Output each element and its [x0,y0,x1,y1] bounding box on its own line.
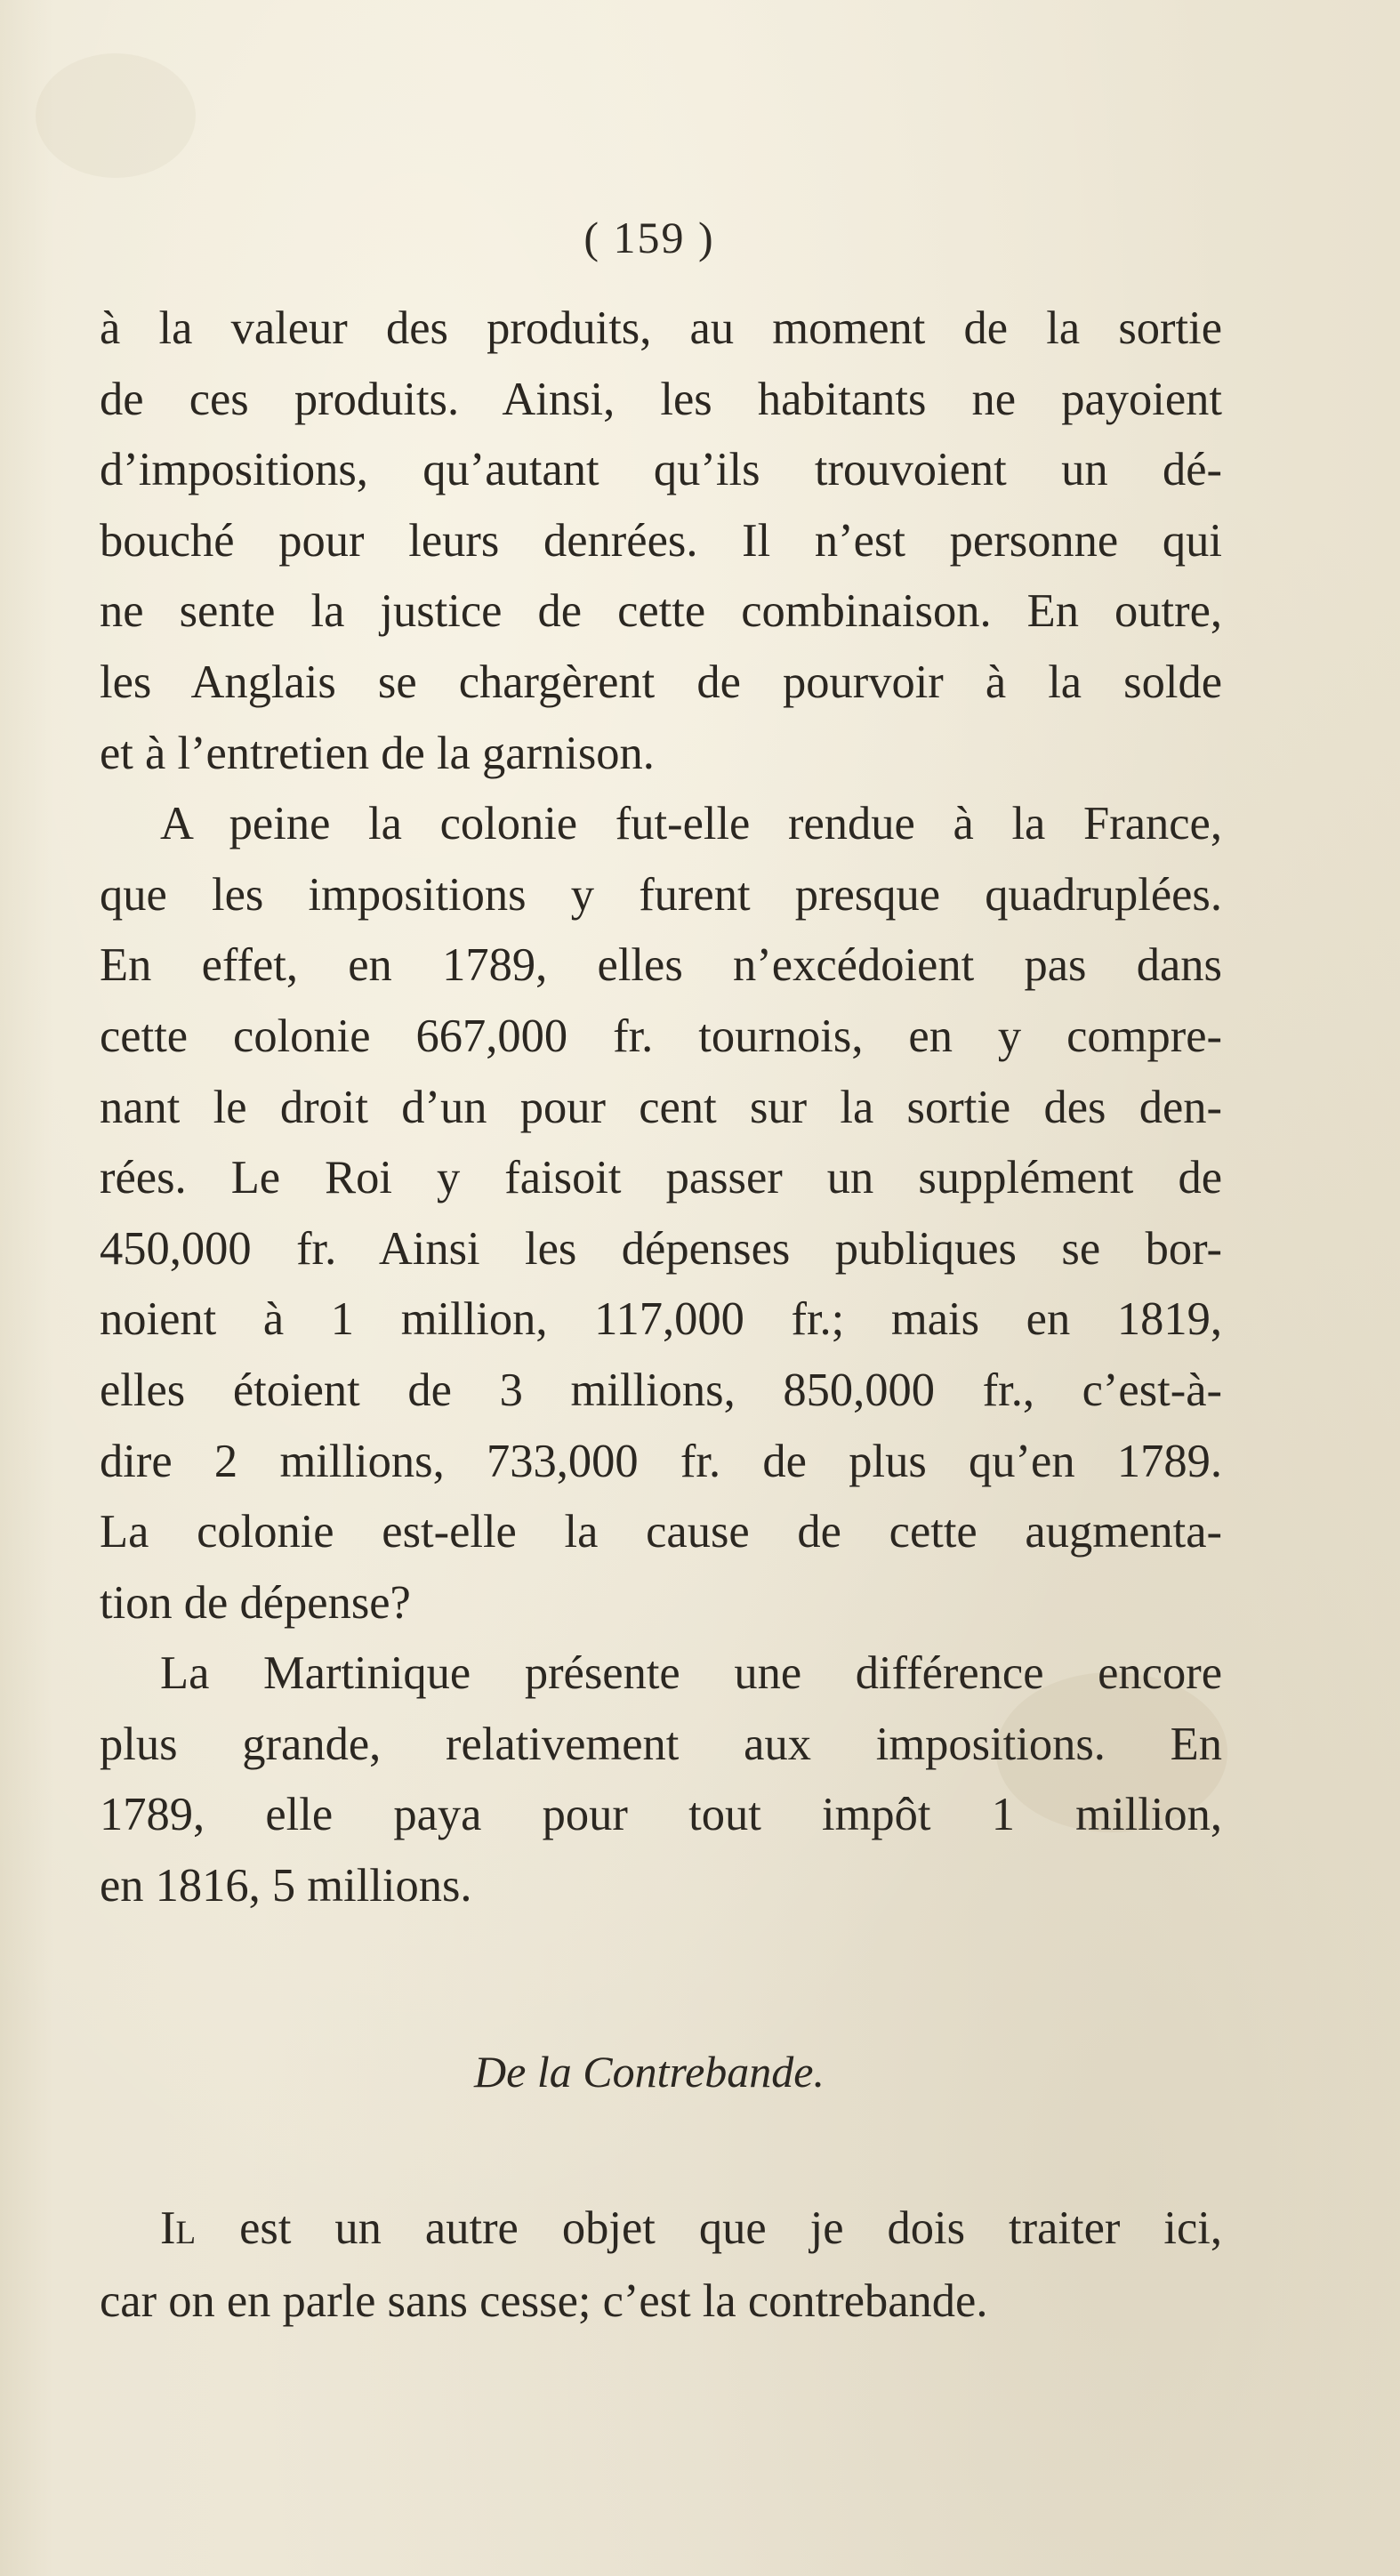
text-line: ne sente la justice de cette combinaison. En outre, [100,585,1222,638]
text-line [100,2192,1222,2265]
text-line: La colonie est-elle la cause de cette augmenta- [100,1506,1222,1558]
text-line: plus grande, relativement aux impositions. En [100,1718,1222,1770]
text-line: bouché pour leurs denrées. Il n’est personne qui [100,514,1222,567]
text-line: que les impositions y furent presque quadruplées. [100,868,1222,921]
body-text [100,294,1222,1922]
page-number: ( 159 ) [583,213,715,262]
text-line: tion de dépense? [100,1576,411,1629]
text-line: noient à 1 million, 117,000 fr.; mais en 1819, [100,1293,1222,1346]
text-run: est un autre objet que je dois traiter ici, [196,2202,1222,2254]
text-line: de ces produits. Ainsi, les habitants ne payoient [100,373,1222,425]
text-line: La Martinique présente une différence encore [160,1647,1222,1700]
text-line: En effet, en 1789, elles n’excédoient pas dans [100,939,1222,992]
text-line: à la valeur des produits, au moment de la sortie [100,302,1222,354]
text-line: car on en parle sans cesse; c’est la contrebande. [100,2275,988,2327]
text-line: et à l’entretien de la garnison. [100,727,655,779]
text-line: 450,000 fr. Ainsi les dépenses publiques se bor- [100,1222,1222,1275]
section-heading: De la Contrebande. [474,2047,825,2097]
text-line: rées. Le Roi y faisoit passer un supplément de [100,1152,1222,1204]
text-line: en 1816, 5 millions. [100,1860,472,1912]
text-line: nant le droit d’un pour cent sur la sortie des den- [100,1081,1222,1133]
body-text-continued [100,2192,1222,2338]
text-line: d’impositions, qu’autant qu’ils trouvoient un dé- [100,444,1222,496]
text-line: dire 2 millions, 733,000 fr. de plus qu’en 1789. [100,1435,1222,1487]
text-line: cette colonie 667,000 fr. tournois, en y compre- [100,1010,1222,1062]
paper-stain [36,53,196,178]
text-line: les Anglais se chargèrent de pourvoir à la solde [100,656,1222,708]
text-line: elles étoient de 3 millions, 850,000 fr., c’est-à- [100,1364,1222,1416]
drop-word: Il [160,2202,197,2254]
text-line: A peine la colonie fut-elle rendue à la France, [160,798,1222,850]
text-line: 1789, elle paya pour tout impôt 1 million, [100,1789,1222,1841]
